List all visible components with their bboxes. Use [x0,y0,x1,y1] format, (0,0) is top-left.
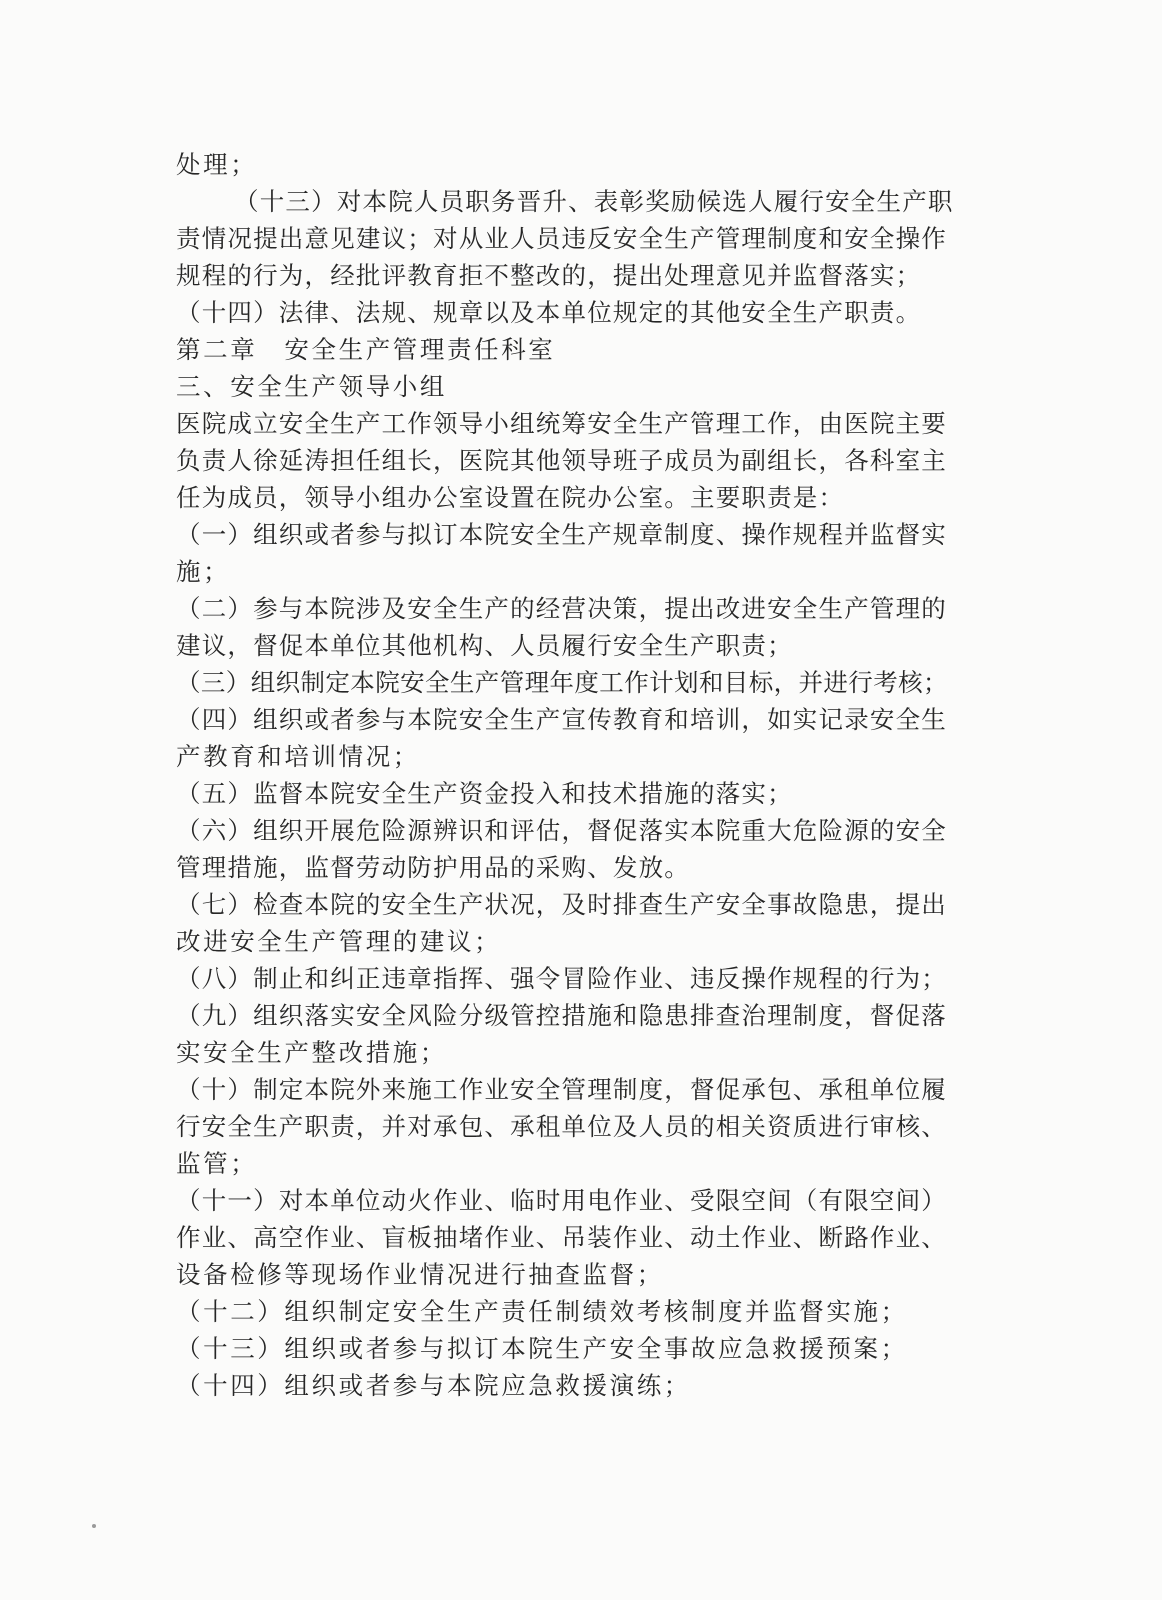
list-item: （十一）对本单位动火作业、临时用电作业、受限空间（有限空间） [176,1186,947,1215]
list-item: （三）组织制定本院安全生产管理年度工作计划和目标，并进行考核； [176,668,948,697]
text-line: 设备检修等现场作业情况进行抽查监督； [176,1260,664,1289]
list-item: （一）组织或者参与拟订本院安全生产规章制度、操作规程并监督实 [176,520,947,549]
text-line: （十四）法律、法规、规章以及本单位规定的其他安全生产职责。 [176,298,922,327]
section-heading: 三、安全生产领导小组 [176,372,447,401]
text-line: 行安全生产职责，并对承包、承租单位及人员的相关资质进行审核、 [176,1112,947,1141]
list-item: （八）制止和纠正违章指挥、强令冒险作业、违反操作规程的行为； [176,964,947,993]
list-item: （十）制定本院外来施工作业安全管理制度，督促承包、承租单位履 [176,1075,947,1104]
text-line: 规程的行为，经批评教育拒不整改的，提出处理意见并监督落实； [176,261,922,290]
list-item: （十四）组织或者参与本院应急救援演练； [176,1371,691,1400]
text-line: 施； [176,557,231,586]
text-line: 管理措施，监督劳动防护用品的采购、发放。 [176,853,690,882]
list-item: （二）参与本院涉及安全生产的经营决策，提出改进安全生产管理的 [176,594,947,623]
text-line: 实安全生产整改措施； [176,1038,447,1067]
list-item: （七）检查本院的安全生产状况，及时排查生产安全事故隐患，提出 [176,890,947,919]
text-line: 责情况提出意见建议；对从业人员违反安全生产管理制度和安全操作 [176,224,947,253]
text-line: 改进安全生产管理的建议； [176,927,502,956]
chapter-heading: 第二章 安全生产管理责任科室 [176,335,556,364]
text-line: 处理； [176,150,258,179]
text-line: 建议，督促本单位其他机构、人员履行安全生产职责； [176,631,793,660]
text-line: （十三）对本院人员职务晋升、表彰奖励候选人履行安全生产职 [234,187,954,216]
list-item: （十三）组织或者参与拟订本院生产安全事故应急救援预案； [176,1334,908,1363]
list-item: （四）组织或者参与本院安全生产宣传教育和培训，如实记录安全生 [176,705,947,734]
text-line: 产教育和培训情况； [176,742,420,771]
text-line: 负责人徐延涛担任组长，医院其他领导班子成员为副组长，各科室主 [176,446,947,475]
document-body [176,146,956,1404]
text-line: 监管； [176,1149,258,1178]
list-item: （五）监督本院安全生产资金投入和技术措施的落实； [176,779,793,808]
scan-speck [92,1524,96,1528]
text-line: 医院成立安全生产工作领导小组统筹安全生产管理工作，由医院主要 [176,409,947,438]
list-item: （九）组织落实安全风险分级管控措施和隐患排查治理制度，督促落 [176,1001,947,1030]
text-line: 任为成员，领导小组办公室设置在院办公室。主要职责是： [176,483,845,512]
list-item: （六）组织开展危险源辨识和评估，督促落实本院重大危险源的安全 [176,816,947,845]
list-item: （十二）组织制定安全生产责任制绩效考核制度并监督实施； [176,1297,908,1326]
text-line: 作业、高空作业、盲板抽堵作业、吊装作业、动土作业、断路作业、 [176,1223,947,1252]
